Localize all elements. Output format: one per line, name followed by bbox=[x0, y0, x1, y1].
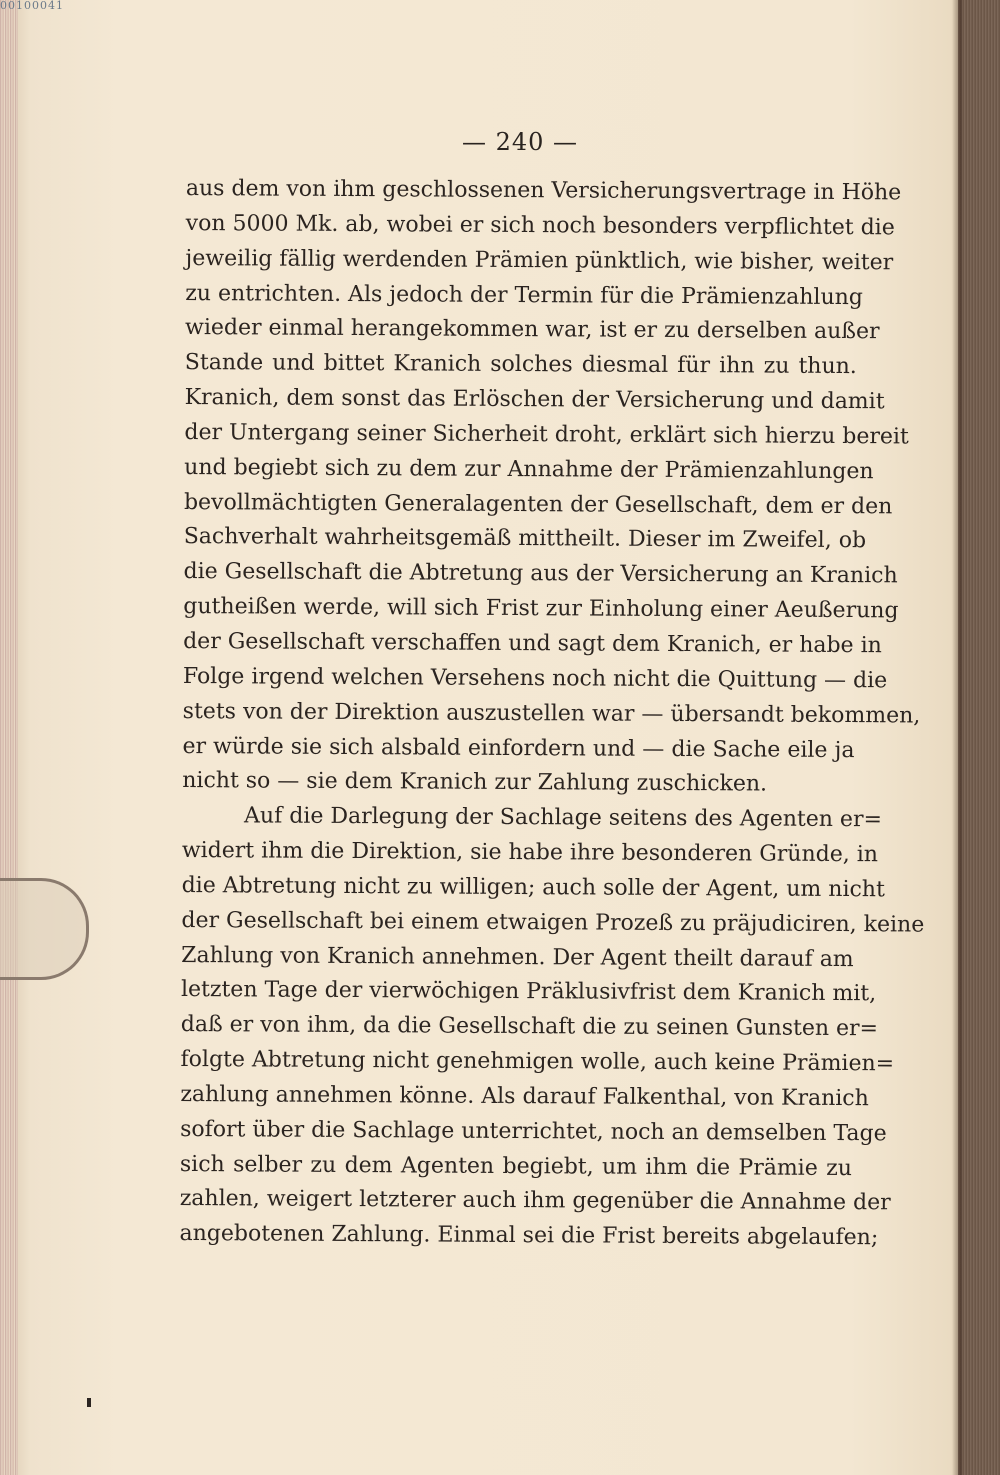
text-line: gutheißen werde, will sich Frist zur Einholung einer Aeußerung bbox=[183, 594, 899, 624]
text-line: folgte Abtretung nicht genehmigen wolle, auch keine Prämien= bbox=[180, 1047, 895, 1077]
text-line: daß er von ihm, da die Gesellschaft die zu seinen Gunsten er= bbox=[180, 1012, 879, 1042]
text-line: jeweilig fällig werdenden Prämien pünktlich, wie bisher, weiter bbox=[185, 245, 894, 276]
binding-edge bbox=[0, 0, 18, 1475]
text-line: Stande und bittet Kranich solches diesmal für ihn zu thun. bbox=[184, 350, 857, 380]
text-line: von 5000 Mk. ab, wobei er sich noch besonders verpflichtet die bbox=[185, 210, 895, 241]
ink-mark bbox=[87, 1398, 91, 1407]
text-line: widert ihm die Direktion, sie habe ihre besonderen Gründe, in bbox=[181, 838, 879, 868]
text-line: aus dem von ihm geschlossenen Versicherungsvertrage in Höhe bbox=[185, 175, 902, 206]
text-line: angebotenen Zahlung. Einmal sei die Frist bereits abgelaufen; bbox=[179, 1221, 879, 1251]
text-line: Kranich, dem sonst das Erlöschen der Versicherung und damit bbox=[184, 385, 885, 415]
text-line: sich selber zu dem Agenten begiebt, um ihm die Prämie zu bbox=[179, 1151, 853, 1181]
text-line: Sachverhalt wahrheitsgemäß mittheilt. Dieser im Zweifel, ob bbox=[183, 524, 867, 554]
text-line: zahlung annehmen könne. Als darauf Falkenthal, von Kranich bbox=[180, 1081, 869, 1112]
text-line: sofort über die Sachlage unterrichtet, noch an demselben Tage bbox=[180, 1116, 887, 1147]
body-text bbox=[179, 172, 925, 1256]
text-line: die Abtretung nicht zu willigen; auch solle der Agent, um nicht bbox=[181, 872, 885, 903]
paper-clip bbox=[0, 878, 89, 980]
page-number: — 240 — bbox=[461, 128, 579, 156]
text-line: und begiebt sich zu dem zur Annahme der Prämienzahlungen bbox=[184, 454, 874, 484]
text-line: Folge irgend welchen Versehens noch nicht die Quittung — die bbox=[182, 663, 888, 694]
text-line: bevollmächtigten Generalagenten der Gesellschaft, dem er den bbox=[183, 489, 893, 519]
page-stack-edge bbox=[958, 0, 1000, 1475]
text-line: letzten Tage der vierwöchigen Präklusivfrist dem Kranich mit, bbox=[180, 977, 877, 1007]
paragraph-start-line: Auf die Darlegung der Sachlage seitens des Agenten er= bbox=[243, 803, 883, 833]
text-line: der Gesellschaft verschaffen und sagt dem Kranich, er habe in bbox=[183, 628, 882, 659]
text-line: der Untergang seiner Sicherheit droht, erklärt sich hierzu bereit bbox=[184, 419, 909, 450]
text-line: Zahlung von Kranich annehmen. Der Agent theilt darauf am bbox=[181, 942, 854, 972]
text-line: der Gesellschaft bei einem etwaigen Prozeß zu präjudiciren, keine bbox=[181, 907, 925, 938]
header-scrap: 00100041 bbox=[0, 0, 64, 12]
text-line: die Gesellschaft die Abtretung aus der Versicherung an Kranich bbox=[183, 559, 898, 589]
text-line: zahlen, weigert letzterer auch ihm gegenüber die Annahme der bbox=[179, 1186, 891, 1216]
paragraph-end-line: nicht so — sie dem Kranich zur Zahlung zuschicken. bbox=[182, 768, 768, 797]
text-line: stets von der Direktion auszustellen war — übersandt bekommen, bbox=[182, 698, 921, 729]
text-line: wieder einmal herangekommen war, ist er zu derselben außer bbox=[184, 315, 880, 345]
text-line: er würde sie sich alsbald einfordern und — die Sache eile ja bbox=[182, 733, 855, 763]
text-line: zu entrichten. Als jedoch der Termin für die Prämienzahlung bbox=[185, 280, 864, 310]
